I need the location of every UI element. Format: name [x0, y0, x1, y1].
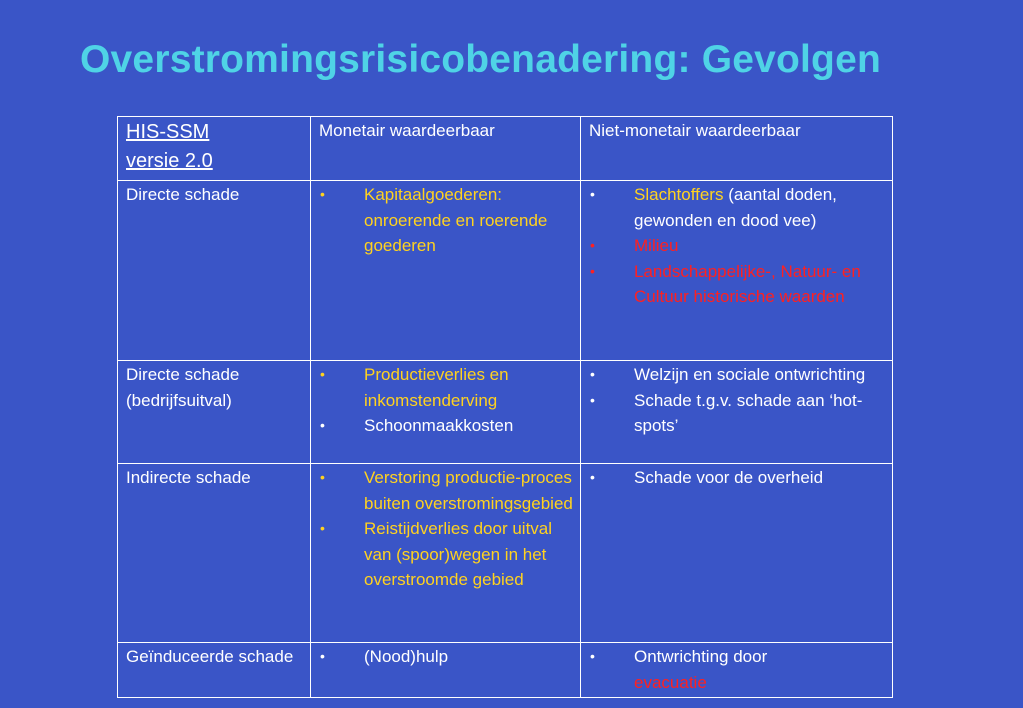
monetary-cell: [311, 361, 581, 464]
list-item: • Schade voor de overheid: [589, 465, 886, 491]
nonmonetary-cell: [581, 181, 893, 361]
table-header-row: [118, 117, 893, 181]
table-row: [118, 181, 893, 361]
consequences-table: [117, 116, 893, 698]
list-item: • Kapitaalgoederen: onroerende en roerende goederen: [319, 182, 574, 259]
nonmonetary-cell: [581, 361, 893, 464]
list-item: • Schade t.g.v. schade aan ‘hot-spots’: [589, 388, 886, 439]
list-item: • Reistijdverlies door uitval van (spoor)wegen in het overstroomde gebied: [319, 516, 574, 593]
header-monetary: Monetair waardeerbaar: [311, 117, 581, 181]
list-item: • Productieverlies en inkomstenderving: [319, 362, 574, 413]
table-row: [118, 643, 893, 698]
header-nonmonetary: Niet-monetair waardeerbaar: [581, 117, 893, 181]
list-item: • Ontwrichting door evacuatie: [589, 644, 886, 695]
row-label: Directe schade: [118, 181, 311, 361]
list-item: • Slachtoffers (aantal doden, gewonden en dood vee): [589, 182, 886, 233]
list-item: • Verstoring productie-proces buiten overstromingsgebied: [319, 465, 574, 516]
list-item: • (Nood)hulp: [319, 644, 574, 670]
list-item: • Milieu: [589, 233, 886, 259]
list-item: • Landschappelijke-, Natuur- en Cultuur historische waarden: [589, 259, 886, 310]
header-corner-cell: [118, 117, 311, 181]
table-row: [118, 361, 893, 464]
monetary-cell: [311, 181, 581, 361]
monetary-cell: [311, 464, 581, 643]
row-label: Directe schade (bedrijfsuitval): [118, 361, 311, 464]
his-ssm-link[interactable]: HIS-SSM versie 2.0: [126, 121, 213, 172]
list-item: • Welzijn en sociale ontwrichting: [589, 362, 886, 388]
nonmonetary-cell: [581, 643, 893, 698]
slide-title: Overstromingsrisicobenadering: Gevolgen: [80, 38, 881, 81]
table-row: [118, 464, 893, 643]
list-item: • Schoonmaakkosten: [319, 413, 574, 439]
nonmonetary-cell: [581, 464, 893, 643]
monetary-cell: [311, 643, 581, 698]
row-label: Geïnduceerde schade: [118, 643, 311, 698]
row-label: Indirecte schade: [118, 464, 311, 643]
